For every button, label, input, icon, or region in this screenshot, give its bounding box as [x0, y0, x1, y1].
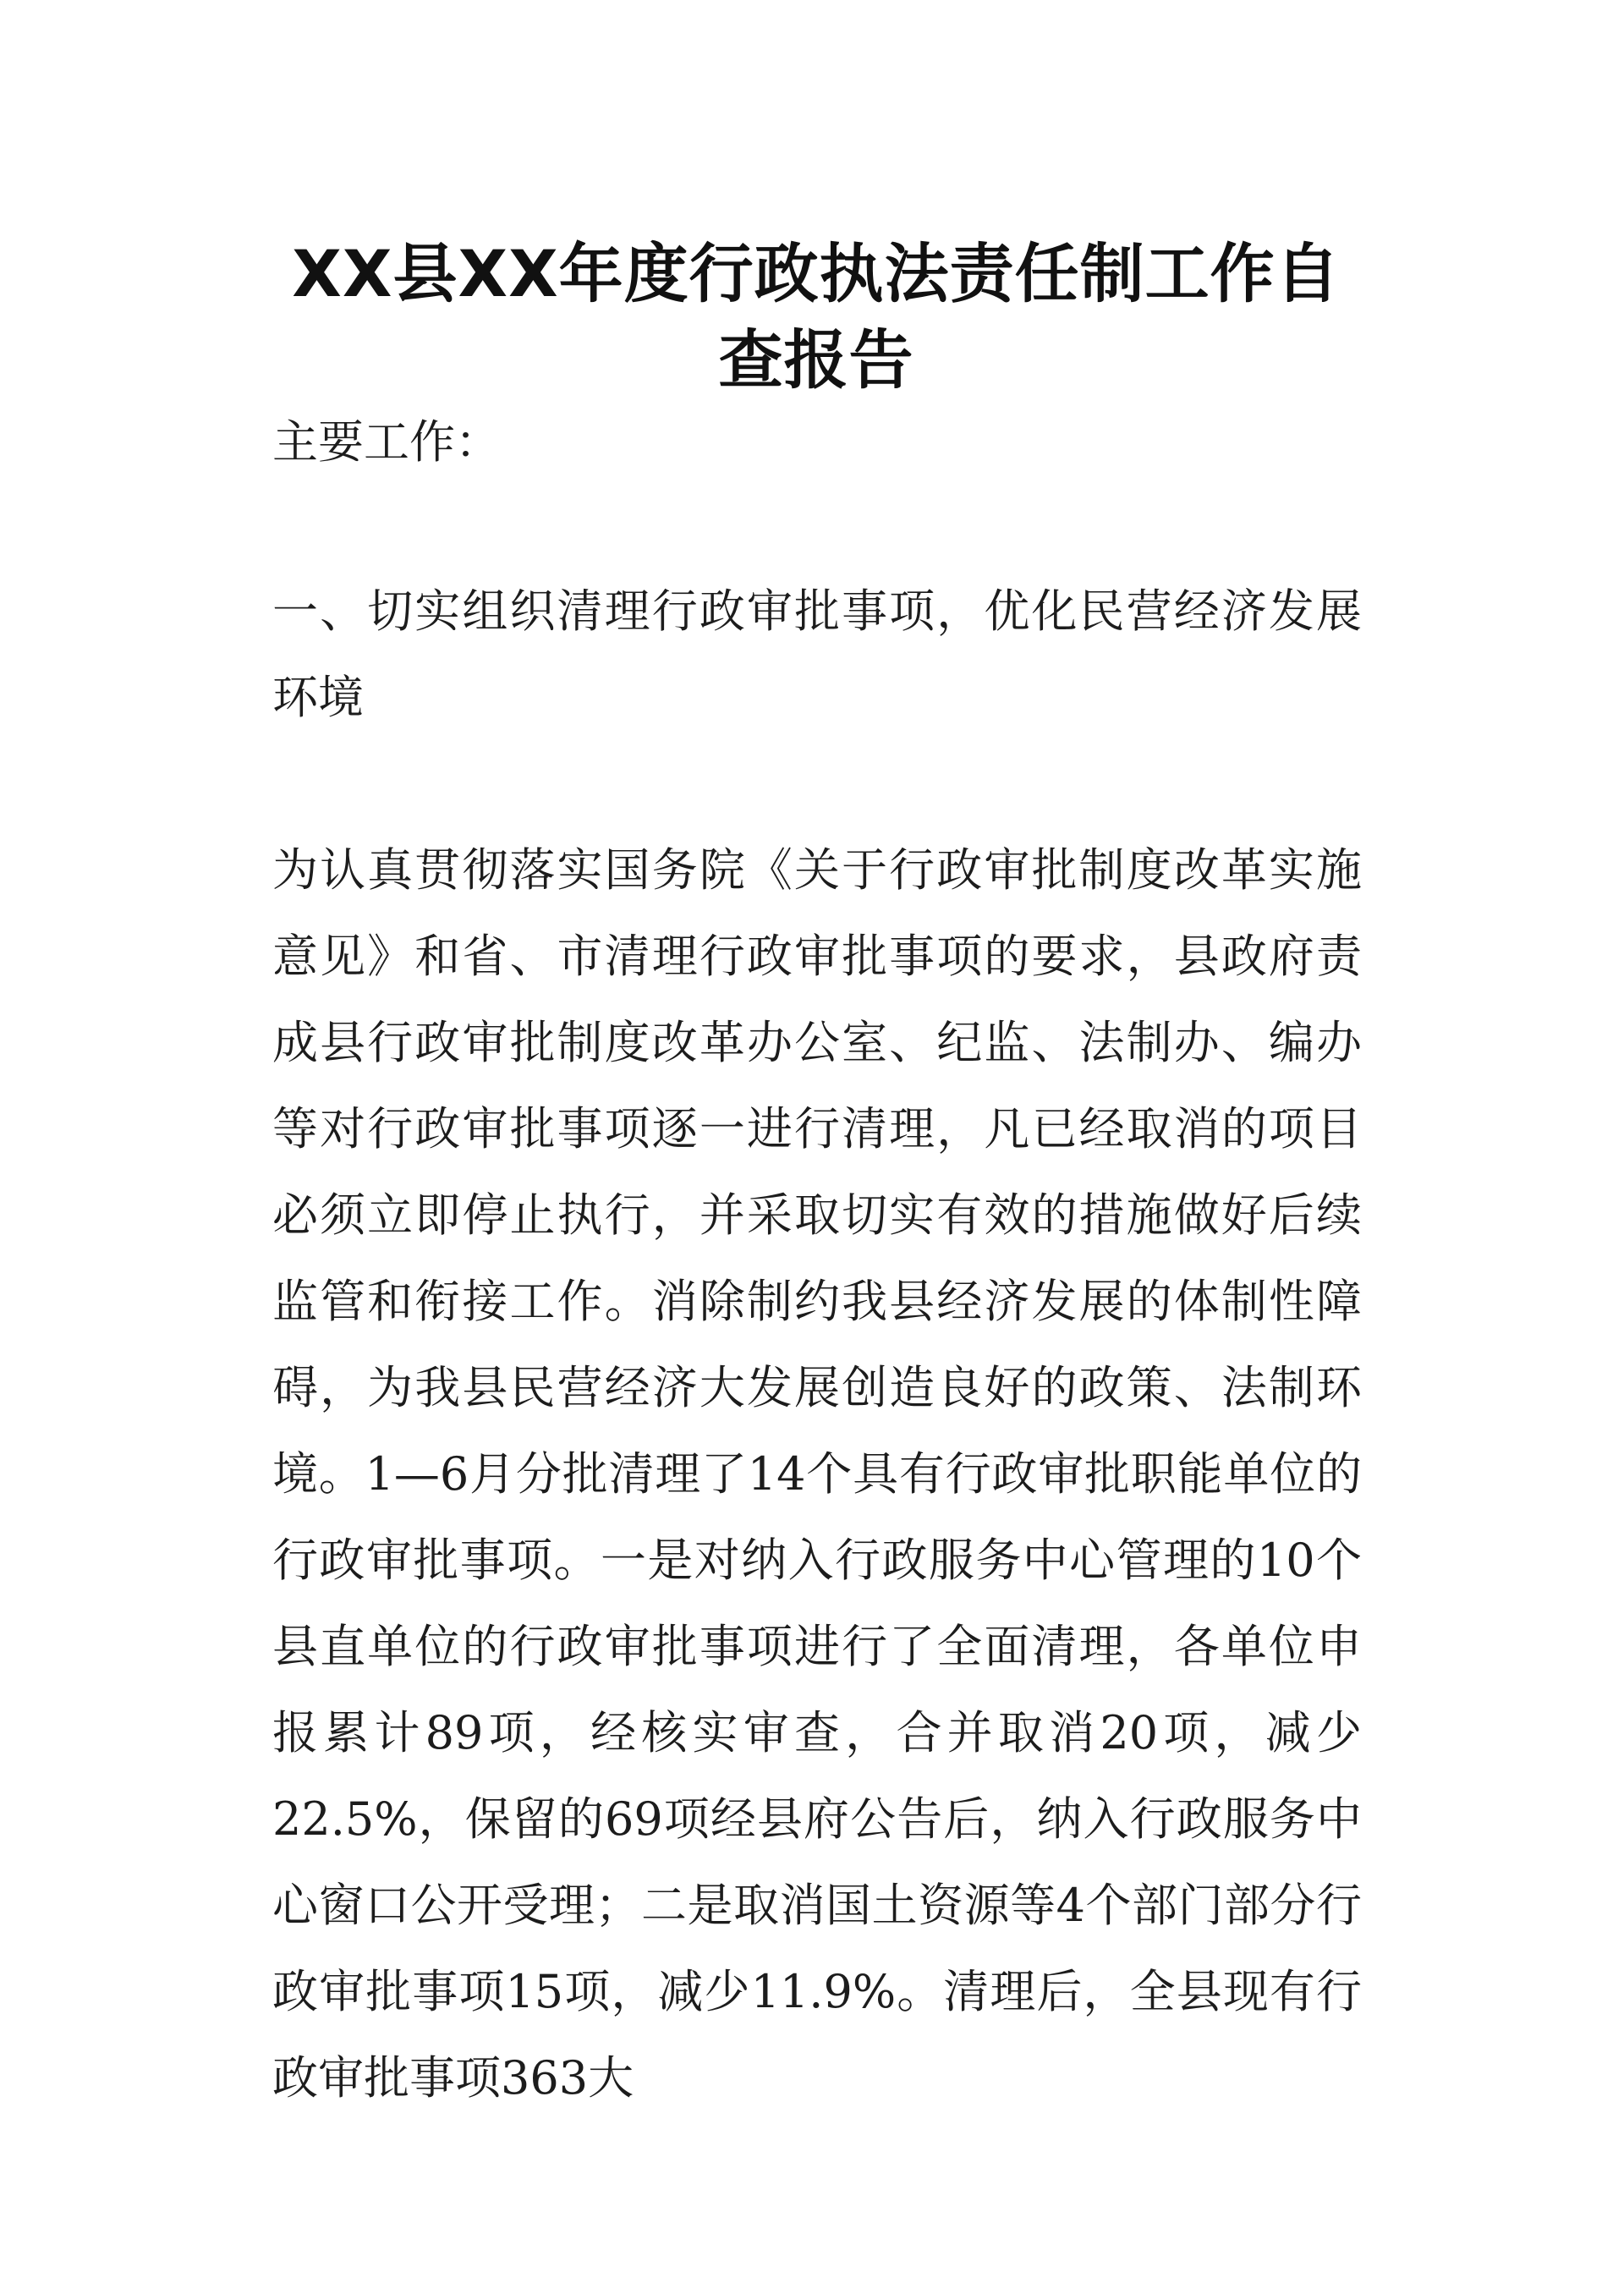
section-one-body: 为认真贯彻落实国务院《关于行政审批制度改革实施意见》和省、市清理行政审批事项的要求，县政府责成县行政审批制度改革办公室、纪监、法制办、编办等对行政审批事项逐一进行清理，凡已经取消的项目必须立即停止执行，并采取切实有效的措施做好后续监管和衔接工作。消除制约我县经济发展的体制性障碍，为我县民营经济大发展创造良好的政策、法制环境。1—6月分批清理了14个具有行政审批职能单位的行政审批事项。一是对纳入行政服务中心管理的10个县直单位的行政审批事项进行了全面清理，各单位申报累计89项，经核实审查，合并取消20项，减少22.5%，保留的69项经县府公告后，纳入行政服务中心窗口公开受理；二是取消国土资源等4个部门部分行政审批事项15项，减少11.9%。清理后，全县现有行政审批事项363大 — [272, 843, 1362, 2105]
document-title: XX县XX年度行政执法责任制工作自查报告 — [292, 235, 1341, 398]
main-work-label: 主要工作： — [272, 415, 501, 469]
section-one-heading: 一、切实组织清理行政审批事项，优化民营经济发展环境 — [272, 584, 1362, 724]
